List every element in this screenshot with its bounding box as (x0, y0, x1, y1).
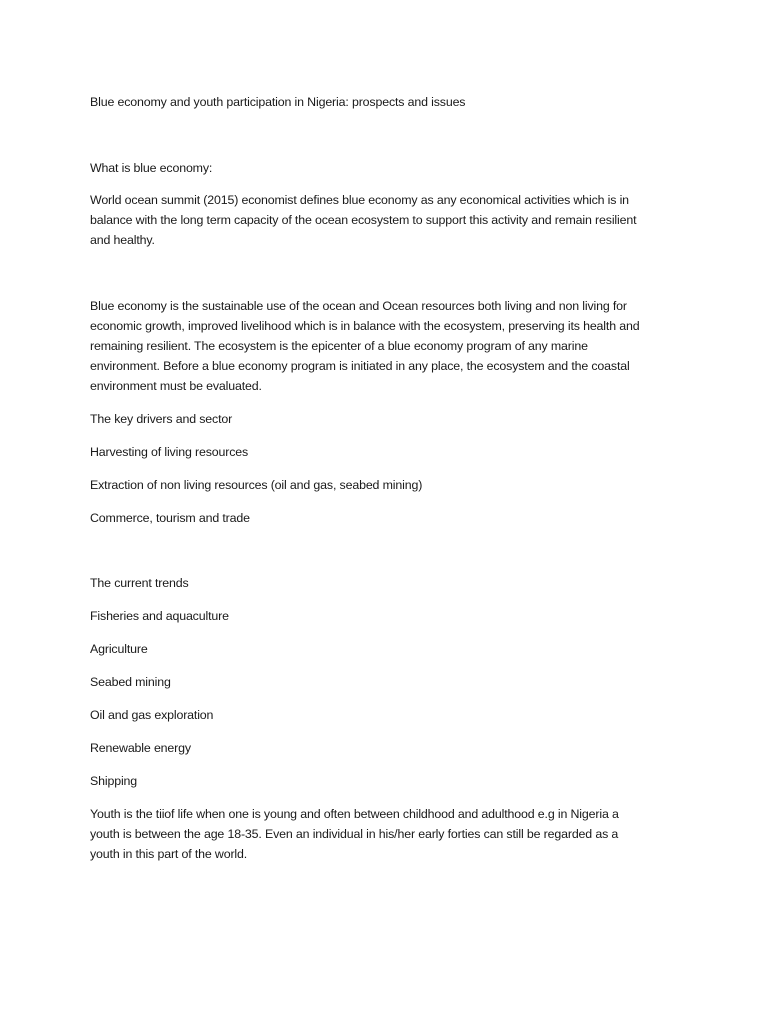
youth-paragraph-line-1: Youth is the tiiof life when one is young and often between childhood and adulthood e.g in Nigeria a (90, 807, 619, 821)
current-trend-item: Agriculture (90, 642, 148, 656)
current-trend-item: Fisheries and aquaculture (90, 609, 229, 623)
document-title: Blue economy and youth participation in Nigeria: prospects and issues (90, 95, 466, 109)
definition-1-line-3: and healthy. (90, 233, 155, 247)
definition-2-line-2: economic growth, improved livelihood which is in balance with the ecosystem, preserving its health and (90, 319, 640, 333)
current-trend-item: Seabed mining (90, 675, 171, 689)
definition-2-line-5: environment must be evaluated. (90, 379, 262, 393)
current-trend-item: Shipping (90, 774, 138, 788)
current-trend-item: Renewable energy (90, 741, 191, 755)
key-driver-item: Commerce, tourism and trade (90, 511, 250, 525)
current-trends-heading: The current trends (90, 576, 189, 590)
youth-paragraph-line-3: youth in this part of the world. (90, 847, 248, 861)
heading-what-is-blue-economy: What is blue economy: (90, 161, 213, 175)
definition-1-line-1: World ocean summit (2015) economist defines blue economy as any economical activities which is in (90, 193, 629, 207)
definition-2-line-4: environment. Before a blue economy program is initiated in any place, the ecosystem and the coastal (90, 359, 630, 373)
current-trend-item: Oil and gas exploration (90, 708, 214, 722)
definition-1-line-2: balance with the long term capacity of the ocean ecosystem to support this activity and remain resilient (90, 213, 637, 227)
key-driver-item: Harvesting of living resources (90, 445, 249, 459)
definition-2-line-1: Blue economy is the sustainable use of the ocean and Ocean resources both living and non living for (90, 299, 627, 313)
definition-2-line-3: remaining resilient. The ecosystem is the epicenter of a blue economy program of any marine (90, 339, 588, 353)
youth-paragraph-line-2: youth is between the age 18-35. Even an individual in his/her early forties can still be regarded as a (90, 827, 619, 841)
key-driver-item: Extraction of non living resources (oil and gas, seabed mining) (90, 478, 423, 492)
key-drivers-heading: The key drivers and sector (90, 412, 233, 426)
